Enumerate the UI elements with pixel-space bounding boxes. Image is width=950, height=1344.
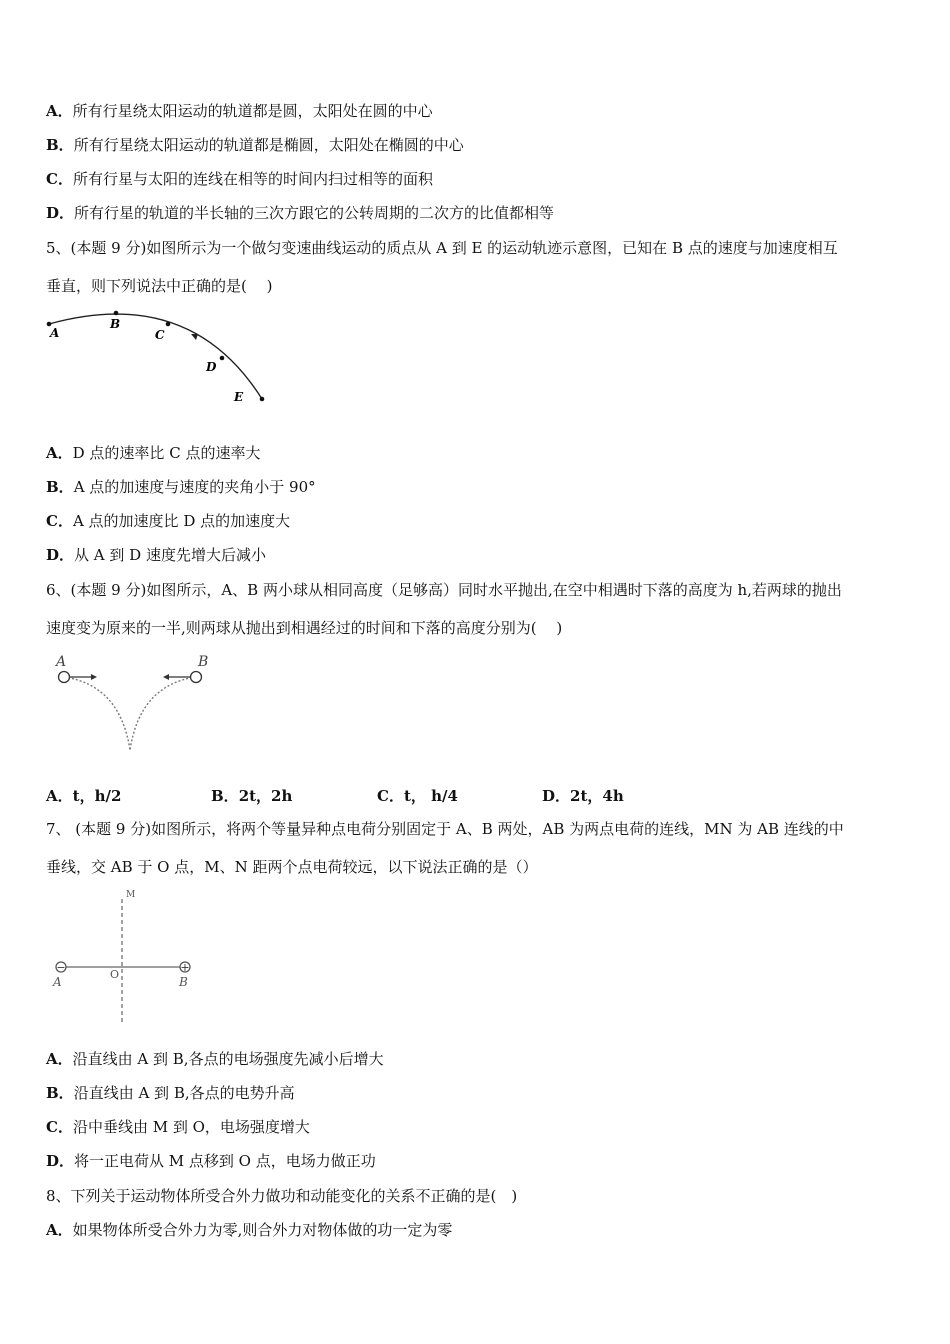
q6-projectile-figure — [50, 650, 220, 762]
q4-option-a: A．所有行星绕太阳运动的轨道都是圆，太阳处在圆的中心 — [46, 102, 433, 120]
q6-option-b: B．2t，2h — [211, 787, 293, 805]
q5-stem-line1: 5、(本题 9 分)如图所示为一个做匀变速曲线运动的质点从 A 到 E 的运动轨迹示意图，已知在 B 点的速度与加速度相互 — [46, 239, 838, 257]
q4-option-d: D．所有行星的轨道的半长轴的三次方跟它的公转周期的二次方的比值都相等 — [46, 204, 555, 222]
q7-stem-line2: 垂线，交 AB 于 O 点，M、N 距两个点电荷较远，以下说法正确的是（） — [46, 858, 538, 876]
q7-option-b: B．沿直线由 A 到 B,各点的电势升高 — [46, 1084, 295, 1102]
label-c: C — [155, 328, 165, 342]
q5-option-c: C．A 点的加速度比 D 点的加速度大 — [46, 512, 291, 530]
label-a: A — [56, 654, 67, 670]
q6-option-d: D．2t，4h — [542, 787, 624, 805]
q5-option-d: D．从 A 到 D 速度先增大后减小 — [46, 546, 266, 564]
q7-option-c: C．沿中垂线由 M 到 O，电场强度增大 — [46, 1118, 310, 1136]
point-d — [220, 356, 225, 361]
label-a: A — [50, 326, 60, 340]
q4-option-b: B．所有行星绕太阳运动的轨道都是椭圆，太阳处在椭圆的中心 — [46, 136, 464, 154]
q6-option-c: C．t， h/4 — [377, 787, 458, 805]
point-e — [260, 397, 265, 402]
label-b: B — [110, 317, 121, 331]
point-c — [166, 322, 171, 327]
label-b: B — [198, 654, 209, 670]
label-d: D — [206, 360, 217, 374]
q8-option-a: A．如果物体所受合外力为零,则合外力对物体做的功一定为零 — [46, 1221, 453, 1239]
q6-option-a: A．t，h/2 — [46, 787, 122, 805]
label-o: O — [110, 968, 120, 981]
minus-sign: − — [56, 961, 66, 974]
label-a: A — [53, 975, 62, 989]
q7-option-d: D．将一正电荷从 M 点移到 O 点，电场力做正功 — [46, 1152, 376, 1170]
label-m: M — [126, 890, 136, 900]
label-e: E — [234, 390, 244, 404]
arrowhead-a — [91, 674, 97, 680]
arrowhead-b — [163, 674, 169, 680]
ball-a — [59, 672, 70, 683]
q5-trajectory-figure — [40, 305, 280, 415]
direction-arrow — [191, 334, 198, 340]
q5-option-b: B．A 点的加速度与速度的夹角小于 90° — [46, 478, 316, 496]
plus-sign: + — [180, 961, 190, 974]
q6-stem-line2: 速度变为原来的一半,则两球从抛出到相遇经过的时间和下落的高度分别为( ) — [46, 619, 563, 637]
q6-stem-line1: 6、(本题 9 分)如图所示，A、B 两小球从相同高度（足够高）同时水平抛出,在空中相遇时下落的高度为 h,若两球的抛出 — [46, 581, 842, 599]
q7-charges-figure — [48, 885, 208, 1027]
label-b: B — [179, 975, 188, 989]
q7-stem-line1: 7、 (本题 9 分)如图所示，将两个等量异种点电荷分别固定于 A、B 两处，AB 为两点电荷的连线，MN 为 AB 连线的中 — [46, 820, 844, 838]
q8-stem: 8、下列关于运动物体所受合外力做功和动能变化的关系不正确的是( ) — [46, 1187, 518, 1205]
q7-option-a: A．沿直线由 A 到 B,各点的电场强度先减小后增大 — [46, 1050, 384, 1068]
point-b — [114, 311, 119, 316]
trajectory-curve — [49, 314, 262, 399]
q5-stem-line2: 垂直，则下列说法中正确的是( ) — [46, 277, 273, 295]
q5-option-a: A．D 点的速率比 C 点的速率大 — [46, 444, 261, 462]
q4-option-c: C．所有行星与太阳的连线在相等的时间内扫过相等的面积 — [46, 170, 433, 188]
path-b — [130, 677, 196, 750]
ball-b — [191, 672, 202, 683]
path-a — [64, 677, 130, 750]
